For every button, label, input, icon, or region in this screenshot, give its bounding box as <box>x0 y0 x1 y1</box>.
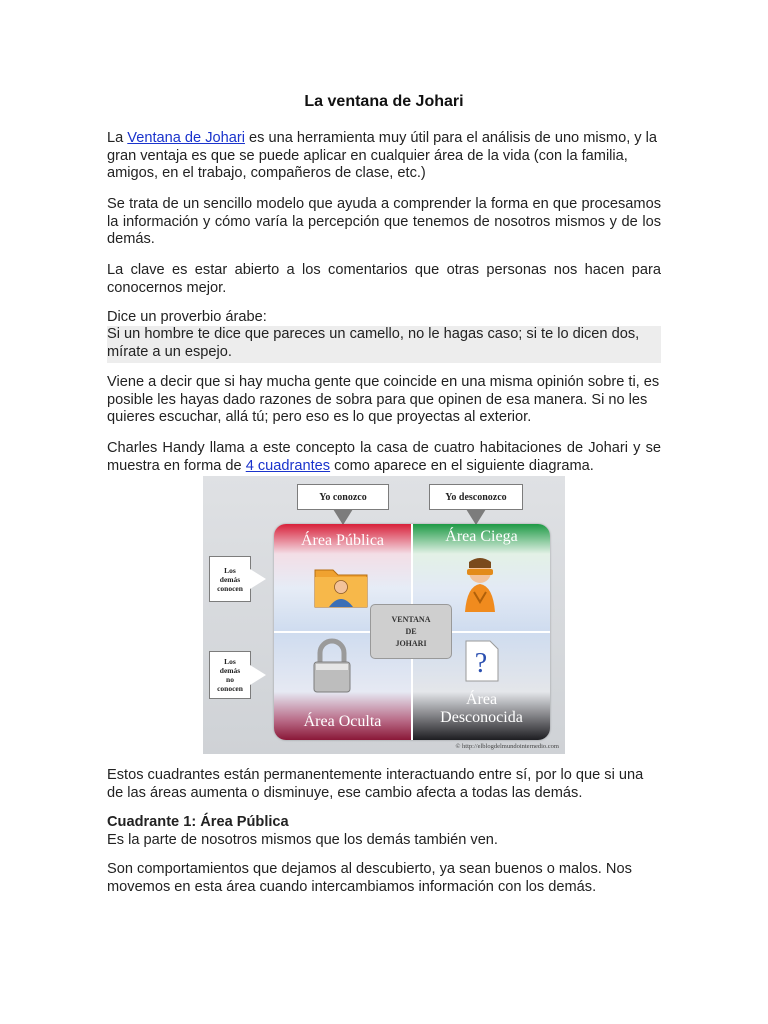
paragraph-cuadrantes-interactuando: Estos cuadrantes están permanentemente interactuando entre sí, por lo que si una de las áreas aumenta o disminuye, ese cambio afecta a todas las demás. <box>107 767 644 801</box>
quadrant-area-desconocida: ? Área Desconocida <box>413 633 550 740</box>
document-title: La ventana de Johari <box>304 93 464 110</box>
padlock-icon <box>310 638 354 694</box>
callout-los-demas-conocen: Los demás conocen <box>209 556 251 602</box>
center-label-ventana-de-johari: VENTANA DE JOHARI <box>370 604 452 659</box>
paragraph-comportamientos: Son comportamientos que dejamos al descubierto, ya sean buenos o malos. Nos movemos en esta área cuando intercambiamos información con los demás. <box>107 861 632 895</box>
svg-text:?: ? <box>474 648 488 679</box>
folder-user-icon <box>313 560 369 610</box>
diagram-credit: © http://elblogdelmundointernedio.com <box>455 743 559 750</box>
paragraph-modelo: Se trata de un sencillo modelo que ayuda a comprender la forma en que procesamos la información y cómo varía la percepción que tenemos de nosotros mismos y de los demás. <box>107 196 661 247</box>
quadrant-area-publica: Área Pública <box>274 524 411 631</box>
quote-proverbio: Si un hombre te dice que pareces un camello, no le hagas caso; si te lo dicen dos, mírate a un espejo. <box>107 326 661 363</box>
link-ventana-de-johari[interactable]: Ventana de Johari <box>127 130 245 146</box>
johari-diagram <box>203 476 565 754</box>
question-document-icon <box>464 639 500 683</box>
paragraph-cuadrante-1: Es la parte de nosotros mismos que los demás también ven. <box>107 832 498 848</box>
blindfolded-person-icon <box>457 556 503 612</box>
callout-yo-conozco: Yo conozco <box>297 484 389 510</box>
quadrant-area-oculta: Área Oculta <box>274 633 411 740</box>
paragraph-clave: La clave es estar abierto a los comentarios que otras personas nos hacen para conocernos mejor. <box>107 262 661 296</box>
paragraph-viene-a-decir: Viene a decir que si hay mucha gente que coincide en una misma opinión sobre ti, es posible les hayas dado razones de sobra para que opinen de esa manera. Si no les quieres escuchar, allá tú; pero eso es lo que proyectas al exterior. <box>107 374 660 425</box>
callout-yo-desconozco: Yo desconozco <box>429 484 523 510</box>
paragraph-charles-handy: Charles Handy llama a este concepto la casa de cuatro habitaciones de Johari y se muestra en forma de 4 cuadrantes como aparece en el siguiente diagrama. <box>107 440 661 474</box>
link-4-cuadrantes[interactable]: 4 cuadrantes <box>245 457 331 474</box>
callout-los-demas-no-conocen: Los demás no conocen <box>209 651 251 699</box>
section-heading-cuadrante-1: Cuadrante 1: Área Pública <box>107 814 289 830</box>
paragraph-intro: La Ventana de Johari es una herramienta muy útil para el análisis de uno mismo, y la gran ventaja es que se puede aplicar en cualquier área de la vida (con la familia, amigos, en el trabajo, compañeros de clase, etc.) <box>107 130 658 181</box>
quadrant-area-ciega: Área Ciega <box>413 524 550 631</box>
paragraph-proverbio-intro: Dice un proverbio árabe: <box>107 309 267 325</box>
